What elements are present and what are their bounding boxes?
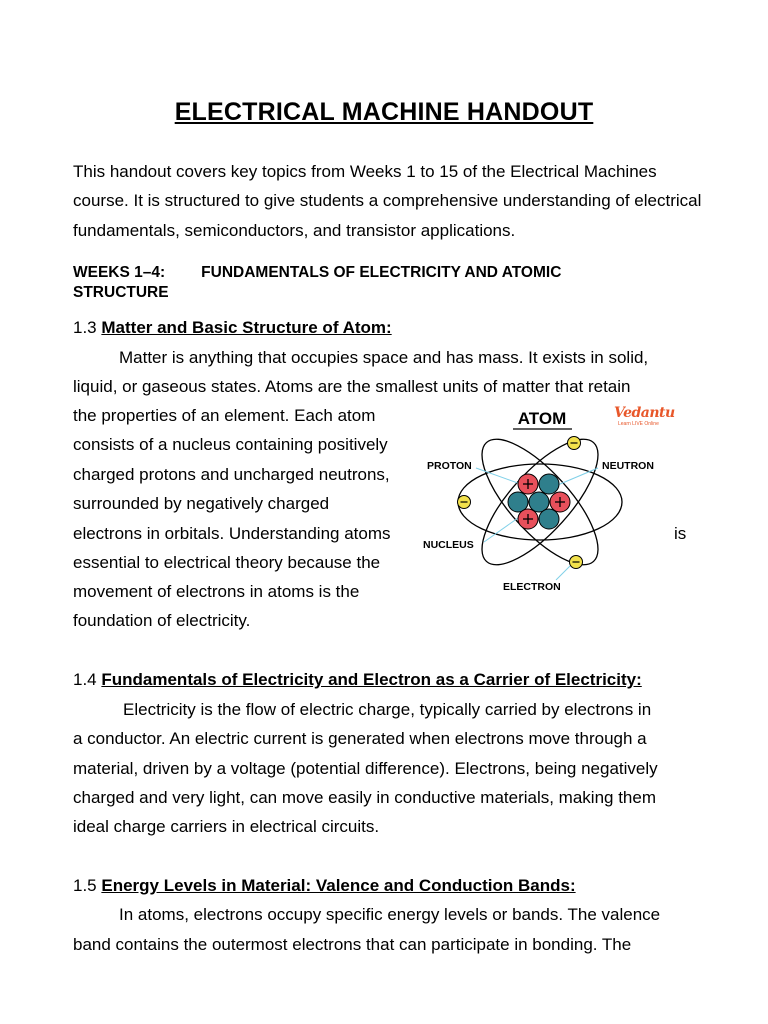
body-line: In atoms, electrons occupy specific energy levels or bands. The valence <box>119 905 661 924</box>
body-line: electrons in orbitals. Understanding atoms <box>73 524 391 543</box>
leader-neutron <box>553 468 598 487</box>
weeks-label: WEEKS 1–4: <box>73 264 166 281</box>
body-trailing-word: is <box>674 524 687 543</box>
section-number: 1.3 <box>73 318 97 337</box>
weeks-title-line2: STRUCTURE <box>73 283 169 301</box>
page-title: ELECTRICAL MACHINE HANDOUT <box>174 98 594 126</box>
section-title: Fundamentals of Electricity and Electron as a Carrier of Electricity: <box>101 670 642 689</box>
body-line: the properties of an element. Each atom <box>73 406 376 425</box>
weeks-heading <box>73 263 713 302</box>
atom-diagram-title: ATOM <box>517 409 567 428</box>
body-line: Electricity is the flow of electric charge, typically carried by electrons in <box>123 700 652 719</box>
label-proton: PROTON <box>427 460 472 472</box>
label-neutron: NEUTRON <box>602 460 654 472</box>
section-number: 1.5 <box>73 876 97 895</box>
neutron-particle <box>539 474 559 494</box>
body-line: a conductor. An electric current is generated when electrons move through a <box>73 729 647 748</box>
body-line: ideal charge carriers in electrical circuits. <box>73 817 380 836</box>
body-line: essential to electrical theory because the <box>73 553 381 572</box>
section-heading-1-5 <box>73 875 576 897</box>
label-nucleus: NUCLEUS <box>423 539 474 551</box>
neutron-particle <box>539 509 559 529</box>
intro-paragraph: This handout covers key topics from Weeks 1 to 15 of the Electrical Machines course. It is structured to give students a comprehensive understanding of electrical fundamentals, semiconductors, and transistor applications. <box>73 162 702 240</box>
label-electron: ELECTRON <box>503 581 561 593</box>
section-heading-1-4 <box>73 669 642 691</box>
atom-diagram <box>418 402 675 598</box>
weeks-title-line1: FUNDAMENTALS OF ELECTRICITY AND ATOMIC <box>201 264 562 281</box>
body-line: foundation of electricity. <box>73 611 251 630</box>
body-line: consists of a nucleus containing positively <box>73 435 388 454</box>
section-heading-1-3 <box>73 317 392 339</box>
body-line: charged and very light, can move easily in conductive materials, making them <box>73 788 657 807</box>
body-line: band contains the outermost electrons that can participate in bonding. The <box>73 935 632 954</box>
section-number: 1.4 <box>73 670 97 689</box>
body-line: movement of electrons in atoms is the <box>73 582 360 601</box>
body-line: charged protons and uncharged neutrons, <box>73 465 390 484</box>
body-line: material, driven by a voltage (potential difference). Electrons, being negatively <box>73 759 658 778</box>
vedantu-tagline: Learn LIVE Online <box>618 421 659 427</box>
body-line: surrounded by negatively charged <box>73 494 330 513</box>
body-line: liquid, or gaseous states. Atoms are the smallest units of matter that retain <box>73 377 631 396</box>
vedantu-logo: Vedantu <box>614 405 675 421</box>
section-title: Energy Levels in Material: Valence and Conduction Bands: <box>101 876 576 895</box>
body-line: Matter is anything that occupies space and has mass. It exists in solid, <box>119 348 649 367</box>
section-title: Matter and Basic Structure of Atom: <box>101 318 392 337</box>
